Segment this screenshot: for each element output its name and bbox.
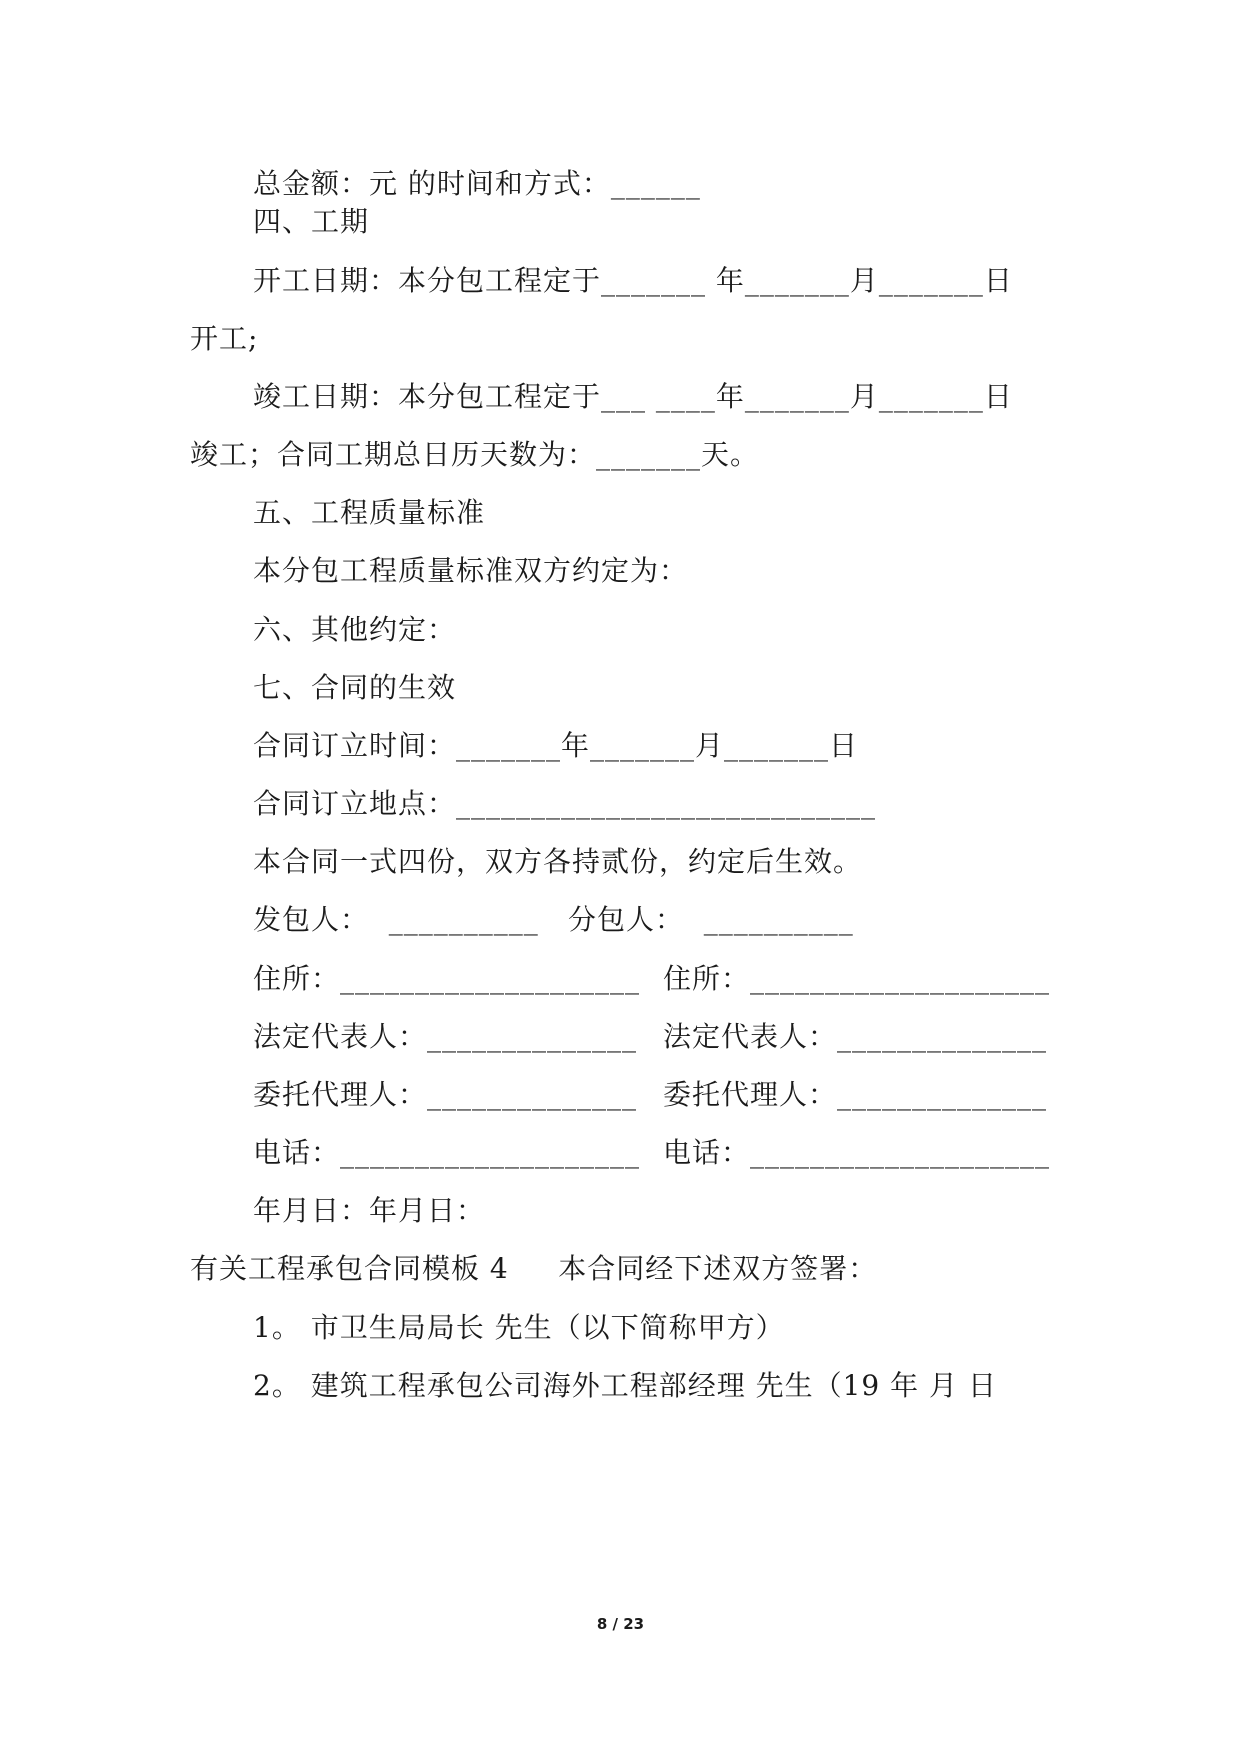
field-contractor-left: 发包人： __________ bbox=[253, 903, 539, 936]
page-number: 8 / 23 bbox=[596, 1615, 645, 1633]
field-legal-rep-right: 法定代表人：______________ bbox=[663, 1020, 1048, 1053]
field-subcontractor-right: 分包人： __________ bbox=[568, 903, 854, 936]
text-line-quality-standard: 本分包工程质量标准双方约定为： bbox=[253, 554, 689, 587]
text-line-start-date: 开工日期：本分包工程定于_______ 年_______月_______日 bbox=[253, 264, 1013, 297]
section-heading-other: 六、其他约定： bbox=[253, 613, 457, 646]
field-agent-left: 委托代理人：______________ bbox=[253, 1078, 638, 1111]
section-heading-schedule: 四、工期 bbox=[253, 205, 370, 238]
text-line-signing-time: 合同订立时间：_______年_______月_______日 bbox=[253, 729, 859, 762]
text-line-completion-date: 竣工日期：本分包工程定于___ ____年_______月_______日 bbox=[253, 380, 1013, 413]
text-line-start-date-cont: 开工; bbox=[190, 322, 259, 355]
list-item-party-1: 1。 市卫生局局长 先生（以下简称甲方） bbox=[253, 1311, 785, 1344]
section-heading-effect: 七、合同的生效 bbox=[253, 671, 457, 704]
text-line-signing-place: 合同订立地点：____________________________ bbox=[253, 787, 877, 820]
field-phone-left: 电话：____________________ bbox=[253, 1136, 641, 1169]
field-phone-right: 电话：____________________ bbox=[663, 1136, 1051, 1169]
field-agent-right: 委托代理人：______________ bbox=[663, 1078, 1048, 1111]
section-heading-template-4: 有关工程承包合同模板 4 本合同经下述双方签署： bbox=[190, 1252, 878, 1285]
text-line-copies: 本合同一式四份，双方各持贰份，约定后生效。 bbox=[253, 845, 863, 878]
list-item-party-2: 2。 建筑工程承包公司海外工程部经理 先生（19 年 月 日 bbox=[253, 1369, 997, 1402]
field-address-right: 住所：____________________ bbox=[663, 962, 1051, 995]
field-legal-rep-left: 法定代表人：______________ bbox=[253, 1020, 638, 1053]
text-line-total-amount: 总金额：元 的时间和方式：______ bbox=[253, 167, 701, 200]
field-address-left: 住所：____________________ bbox=[253, 962, 641, 995]
text-line-completion-date-cont: 竣工；合同工期总日历天数为：_______天。 bbox=[190, 438, 760, 471]
text-line-dates: 年月日：年月日： bbox=[253, 1194, 486, 1227]
section-heading-quality: 五、工程质量标准 bbox=[253, 496, 486, 529]
